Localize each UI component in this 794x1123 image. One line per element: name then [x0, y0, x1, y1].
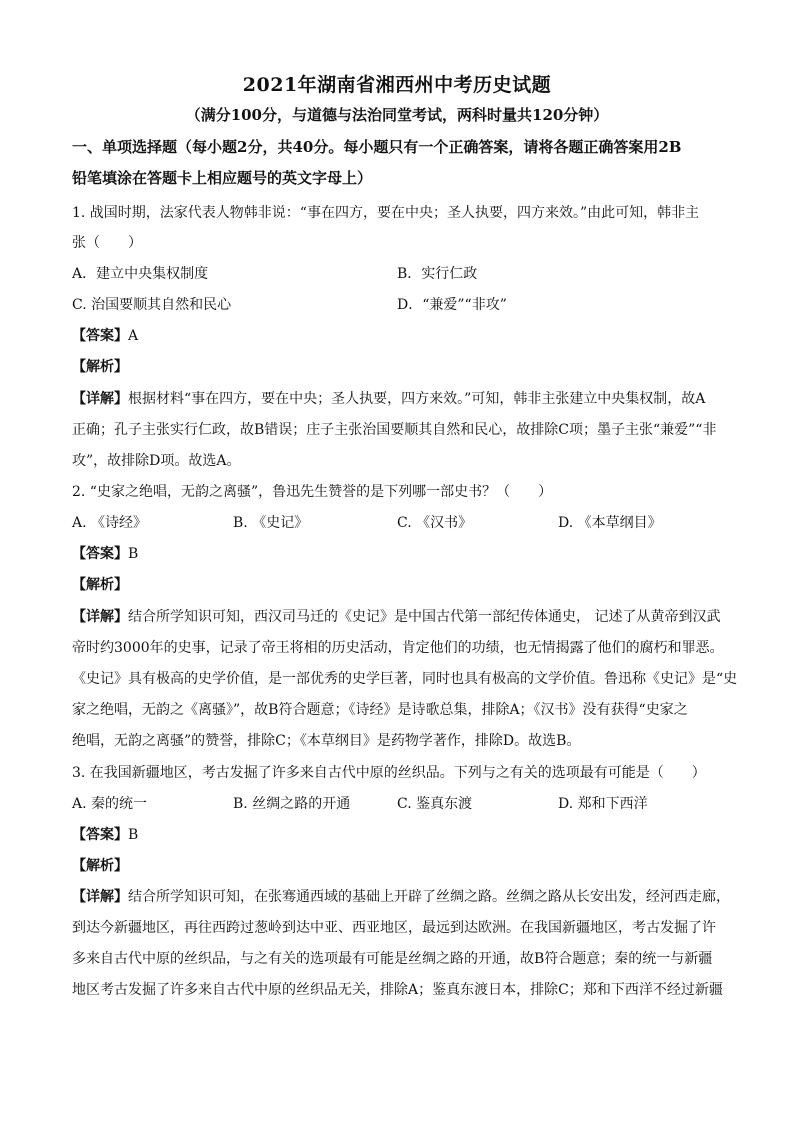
q3-answer-value: B — [128, 827, 139, 843]
q2-detail-line-5: 绝唱，无韵之离骚”的赞誉，排除C；《本草纲目》是药物学著作，排除D。故选B。 — [72, 733, 581, 749]
analysis-label: 【解析】 — [72, 577, 128, 593]
q2-analysis-label — [72, 574, 732, 596]
q1-answer — [72, 325, 732, 347]
analysis-label: 【解析】 — [72, 359, 128, 375]
q2-detail-line-4: 家之绝唱，无韵之《离骚》”，故B符合题意；《诗经》是诗歌总集，排除A；《汉书》没有获得“史家之 — [72, 702, 688, 718]
answer-label: 【答案】 — [72, 328, 128, 344]
q3-detail-line-2: 到达今新疆地区，再往西跨过葱岭到达中亚、西亚地区，最远到达欧洲。在我国新疆地区，考古发掘了许 — [72, 920, 716, 936]
answer-label: 【答案】 — [72, 827, 128, 843]
section-heading-line-1: 一、单项选择题（每小题2分，共40分。每小题只有一个正确答案，请将各题正确答案用2B — [72, 138, 682, 156]
q1-option-d: D．“兼爱”“非攻” — [397, 297, 507, 313]
section-heading-line-2: 铅笔填涂在答题卡上相应题号的英文字母上） — [72, 169, 373, 187]
detail-label: 【详解】 — [72, 391, 128, 407]
q2-option-d: D. 《本草纲目》 — [558, 515, 662, 531]
q2-answer-value: B — [128, 546, 139, 562]
detail-label: 【详解】 — [72, 609, 128, 625]
analysis-label: 【解析】 — [72, 858, 128, 874]
q3-detail-line-4: 地区考古发掘了许多来自古代中原的丝织品无关，排除A；鉴真东渡日本，排除C；郑和下西洋不经过新疆 — [72, 982, 723, 998]
page-title: 2021年湖南省湘西州中考历史试题 — [242, 74, 552, 96]
q1-option-b: B．实行仁政 — [397, 266, 478, 282]
q2-detail-line-3: 《史记》具有极高的史学价值，是一部优秀的史学巨著，同时也具有极高的文学价值。鲁迅称《史记》是“史 — [72, 671, 738, 687]
q3-answer — [72, 824, 732, 846]
q1-option-c: C. 治国要顺其自然和民心 — [72, 297, 232, 313]
q1-detail-line-3: 攻”，故排除D项。故选A。 — [72, 453, 241, 469]
q1-option-a: A．建立中央集权制度 — [72, 266, 209, 282]
q1-detail-line-2: 正确；孔子主张实行仁政，故B错误；庄子主张治国要顺其自然和民心，故排除C项；墨子主张“兼爱”“非 — [72, 422, 717, 438]
q1-stem-line-1: 1. 战国时期，法家代表人物韩非说：“事在四方，要在中央；圣人执要，四方来效。”由此可知，韩非主 — [72, 205, 700, 221]
q3-stem-line-1: 3. 在我国新疆地区，考古发掘了许多来自古代中原的丝织品。下列与之有关的选项最有可能是（ ） — [72, 765, 706, 781]
q3-detail-line-3: 多来自古代中原的丝织品，与之有关的选项最有可能是丝绸之路的开通，故B符合题意；秦的统一与新疆 — [72, 951, 713, 967]
q1-stem-line-2: 张（ ） — [72, 235, 142, 251]
q2-answer — [72, 543, 732, 565]
q2-option-a: A. 《诗经》 — [72, 515, 148, 531]
q3-option-a: A. 秦的统一 — [72, 796, 148, 812]
detail-label: 【详解】 — [72, 889, 128, 905]
q2-option-b: B. 《史记》 — [233, 515, 309, 531]
q2-detail-line-2: 帝时约3000年的史事，记录了帝王将相的历史活动，肯定他们的功绩，也无情揭露了他们的腐朽和罪恶。 — [72, 640, 724, 656]
q1-answer-value: A — [128, 328, 139, 344]
page-subtitle: （满分100分，与道德与法治同堂考试，两科时量共120分钟） — [185, 106, 609, 124]
q2-detail-line-1: 【详解】结合所学知识可知，西汉司马迁的《史记》是中国古代第一部纪传体通史， 记述了从黄帝到汉武 — [72, 609, 721, 625]
q3-option-d: D. 郑和下西洋 — [558, 796, 648, 812]
q1-detail-line-1: 【详解】根据材料“事在四方，要在中央；圣人执要，四方来效。”可知，韩非主张建立中央集权制，故A — [72, 391, 706, 407]
q2-stem-line-1: 2. “史家之绝唱，无韵之离骚”，鲁迅先生赞誉的是下列哪一部史书？（ ） — [72, 484, 553, 500]
answer-label: 【答案】 — [72, 546, 128, 562]
q2-option-c: C. 《汉书》 — [397, 515, 473, 531]
q3-option-c: C. 鉴真东渡 — [397, 796, 473, 812]
q3-detail-line-1: 【详解】结合所学知识可知，在张骞通西域的基础上开辟了丝绸之路。丝绸之路从长安出发，经河西走廊， — [72, 889, 730, 905]
q3-option-b: B. 丝绸之路的开通 — [233, 796, 351, 812]
q3-analysis-label — [72, 855, 732, 877]
q1-analysis-label — [72, 356, 732, 378]
